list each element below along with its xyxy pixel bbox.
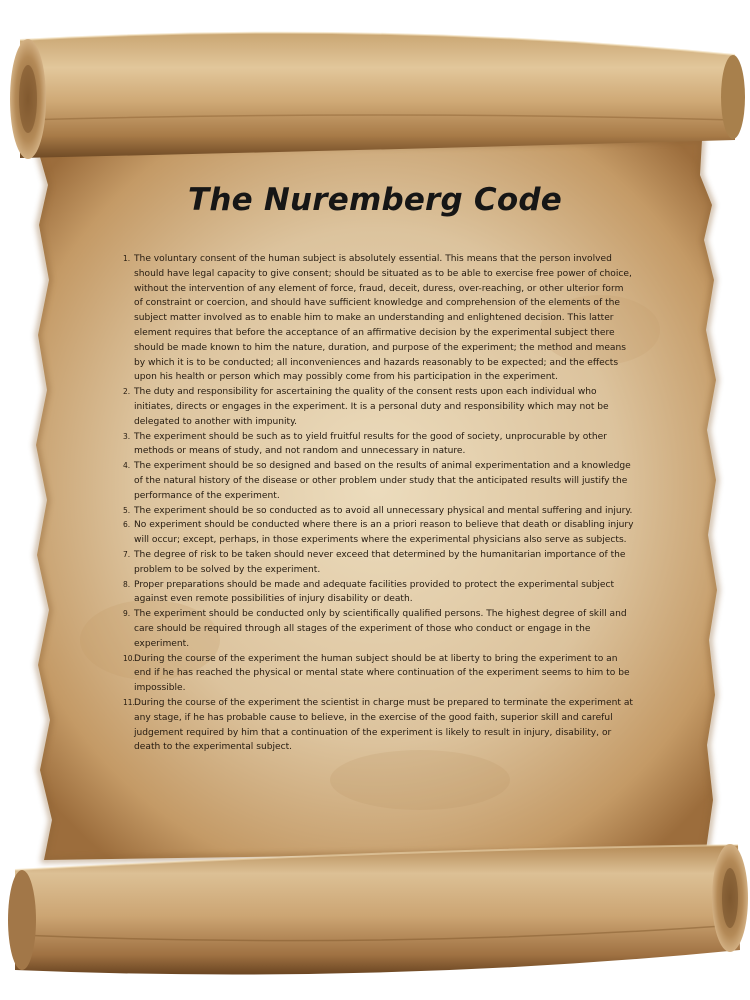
list-item [123, 607, 634, 651]
item-number: 6. [123, 520, 131, 530]
code-principles-list [123, 252, 634, 755]
item-number: 8. [123, 579, 131, 589]
item-text: The degree of risk to be taken should never exceed that determined by the humanitarian importance of the problem to be solved by the experiment. [134, 549, 626, 575]
top-roll [10, 33, 745, 159]
item-text: Proper preparations should be made and adequate facilities provided to protect the experimental subject against even remote possibilities of injury disability or death. [134, 579, 615, 605]
item-number: 4. [123, 461, 131, 471]
item-number: 9. [123, 609, 131, 619]
list-item [123, 430, 634, 460]
item-text: No experiment should be conducted where there is an a priori reason to believe that death or disabling injury will occur; except, perhaps, in those experiments where the experimental physicians also serve as subjects. [134, 520, 634, 546]
list-item [123, 696, 634, 755]
item-number: 11. [123, 697, 135, 707]
list-item [123, 252, 634, 385]
list-item [123, 504, 634, 519]
item-number: 5. [123, 505, 131, 515]
list-item [123, 548, 634, 578]
item-number: 10. [123, 653, 135, 663]
item-text: The voluntary consent of the human subject is absolutely essential. This means that the person involved should have legal capacity to give consent; should be situated as to be able to exercise free power of choice, without the intervention of any element of force, fraud, deceit, duress, over-reaching, or other ulterior form of constraint or coercion, and should have sufficient knowledge and comprehension of the elements of the subject matter involved as to enable him to make an understanding and enlightened decision. This latter element requires that before the acceptance of an affirmative decision by the experimental subject there should be made known to him the nature, duration, and purpose of the experiment; the method and means by which it is to be conducted; all inconveniences and hazards reasonably to be expected; and the effects upon his health or person which may possibly come from his participation in the experiment. [134, 254, 632, 383]
item-text: The experiment should be conducted only by scientifically qualified persons. The highest degree of skill and care should be required through all stages of the experiment of those who conduct or engage in the experiment. [134, 609, 627, 649]
item-number: 3. [123, 431, 131, 441]
list-item [123, 518, 634, 548]
document-title: The Nuremberg Code [187, 182, 562, 218]
item-number: 1. [123, 254, 131, 263]
list-item [123, 652, 634, 696]
item-text: During the course of the experiment the human subject should be at liberty to bring the experiment to an end if he has reached the physical or mental state where continuation of the experiment seems to him to be impossible. [134, 653, 630, 694]
list-item [123, 385, 634, 429]
bottom-roll [8, 844, 748, 975]
item-number: 2. [123, 387, 131, 397]
item-text: During the course of the experiment the scientist in charge must be prepared to terminate the experiment at any stage, if he has probable cause to believe, in the exercise of the good faith, superior skill and careful judgement required by him that a continuation of the experiment is likely to result in injury, disability, or death to the experimental subject. [134, 697, 633, 753]
list-item [123, 459, 634, 503]
list-item [123, 578, 634, 608]
item-number: 7. [123, 549, 131, 559]
item-text: The experiment should be so conducted as to avoid all unnecessary physical and mental suffering and injury. [134, 505, 633, 516]
item-text: The experiment should be such as to yield fruitful results for the good of society, unprocurable by other methods or means of study, and not random and unnecessary in nature. [134, 431, 607, 457]
item-text: The duty and responsibility for ascertaining the quality of the consent rests upon each individual who initiates, directs or engages in the experiment. It is a personal duty and responsibility which may not be delegated to another with impunity. [134, 387, 609, 427]
item-text: The experiment should be so designed and based on the results of animal experimentation and a knowledge of the natural history of the disease or other problem under study that the anticipated results will justify the performance of the experiment. [134, 461, 631, 501]
